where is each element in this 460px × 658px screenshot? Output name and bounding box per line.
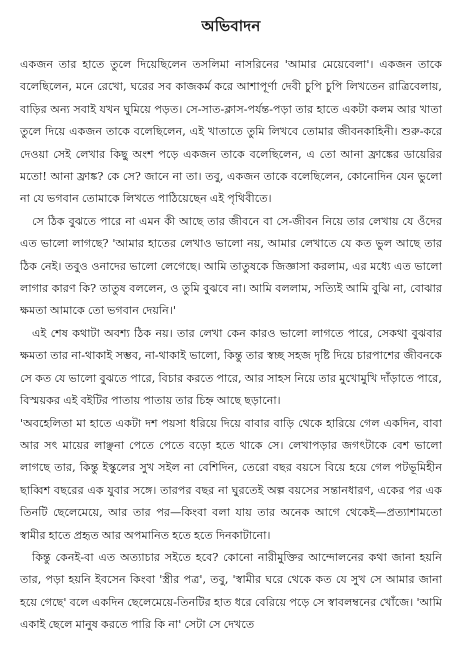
paragraph-2: সে ঠিক বুঝতে পারে না এমন কী আছে তার জীবনে বা সে-জীবন নিয়ে তার লেখায় যে ওঁদের এত ভালো লাগছে? 'আমার হাতের লেখাও ভালো নয়, আমার লেখাতে যে কত ভুল আছে তার ঠিক নেই। তবুও ওনাদের ভালো লেগেছে। আমি তাতুষকে জিজ্ঞাসা করলাম, এর মধ্যে এত ভালো লাগার কারণ কি? তাতুষ বললেন, ও তুমি বুঝবে না। আমি বললাম, সত্যিই আমি বুঝি না, বোঝার ক্ষমতা আমাকে তো ভগবান দেয়নি।' [20, 214, 442, 318]
paragraph-5: কিন্তু কেনই-বা এত অত্যাচার সইতে হবে? কোনো নারীমুক্তির আন্দোলনের কথা জানা হয়নি তার, পড়া হয়নি ইবসেন কিংবা 'স্ত্রীর পত্র', তবু, 'স্বামীর ঘরে থেকে কত যে সুখ সে আমার জানা হয়ে গেছে' বলে একদিন ছেলেমেয়ে-তিনটির হাত ধরে বেরিয়ে পড়ে সে স্বাবলম্বনের খোঁজে। 'আমি একাই ছেলে মানুষ করতে পারি কি না' সেটা সে দেখতে [20, 550, 442, 632]
paragraph-4: 'অবহেলিতা মা হাতে একটা দশ পয়সা ধরিয়ে দিয়ে বাবার বাড়ি থেকে হারিয়ে গেল একদিন, বাবা আর সৎ মায়ের লাঞ্ছনা পেতে পেতে বড়ো হতে থাকে সে। লেখাপড়ার জগৎটাকে বেশ ভালো লাগছে তার, কিন্তু ইস্কুলের সুখ সইল না বেশিদিন, তেরো বছর বয়সে বিয়ে হয়ে গেল পটভূমিহীন ছাব্বিশ বছরের এক যুবার সঙ্গে। তারপর বছর না ঘুরতেই অল্প বয়সের সন্তানধারণ, একের পর এক তিনটি ছেলেমেয়ে, আর তার পর—কিংবা বলা যায় তার অনেক আগে থেকেই—প্রত্যাশামতো স্বামীর হাতে প্রহৃত আর অপমানিত হতে হতে দিনকাটানো। [20, 416, 442, 542]
page-title: অভিবাদন [201, 17, 261, 35]
paragraph-1: একজন তার হাতে তুলে দিয়েছিলেন তসলিমা নাসরিনের 'আমার মেয়েবেলা'। একজন তাকে বলেছিলেন, মনে রেখো, ঘরের সব কাজকর্ম করে আশাপূর্ণা দেবী চুপি চুপি লিখতেন রাত্রিবেলায়, বাড়ির অন্য সবাই যখন ঘুমিয়ে পড়ত। সে-সাত-ক্লাস-পর্যন্ত-পড়া তার হাতে একটা কলম আর খাতা তুলে দিয়ে একজন তাকে বলেছিলেন, এই খাতাতে তুমি লিখবে তোমার জীবনকাহিনী। শুরু-করে দেওয়া সেই লেখার কিছু অংশ পড়ে একজন তাকে বলেছিলেন, এ তো আনা ফ্রাঙ্কের ডায়েরির মতো! আনা ফ্রাঙ্ক? কে সে? জানে না তা। তবু, একজন তাকে বলেছিলেন, কোনোদিন যেন ভুলো না যে ভগবান তোমাকে লিখতে পাঠিয়েছেন এই পৃথিবীতে। [20, 58, 442, 206]
paragraph-3: এই শেষ কথাটা অবশ্য ঠিক নয়। তার লেখা কেন কারও ভালো লাগতে পারে, সেকথা বুঝবার ক্ষমতা তার না-থাকাই সম্ভব, না-থাকাই ভালো, কিন্তু তার স্বচ্ছ সহজ দৃষ্টি দিয়ে চারপাশের জীবনকে সে কত যে ভালো বুঝতে পারে, বিচার করতে পারে, আর সাহস নিয়ে তার মুখোমুখি দাঁড়াতে পারে, বিস্ময়কর এই বইটির পাতায় পাতায় তার চিহ্ন আছে ছড়ানো। [20, 326, 442, 408]
body-text [20, 54, 442, 637]
